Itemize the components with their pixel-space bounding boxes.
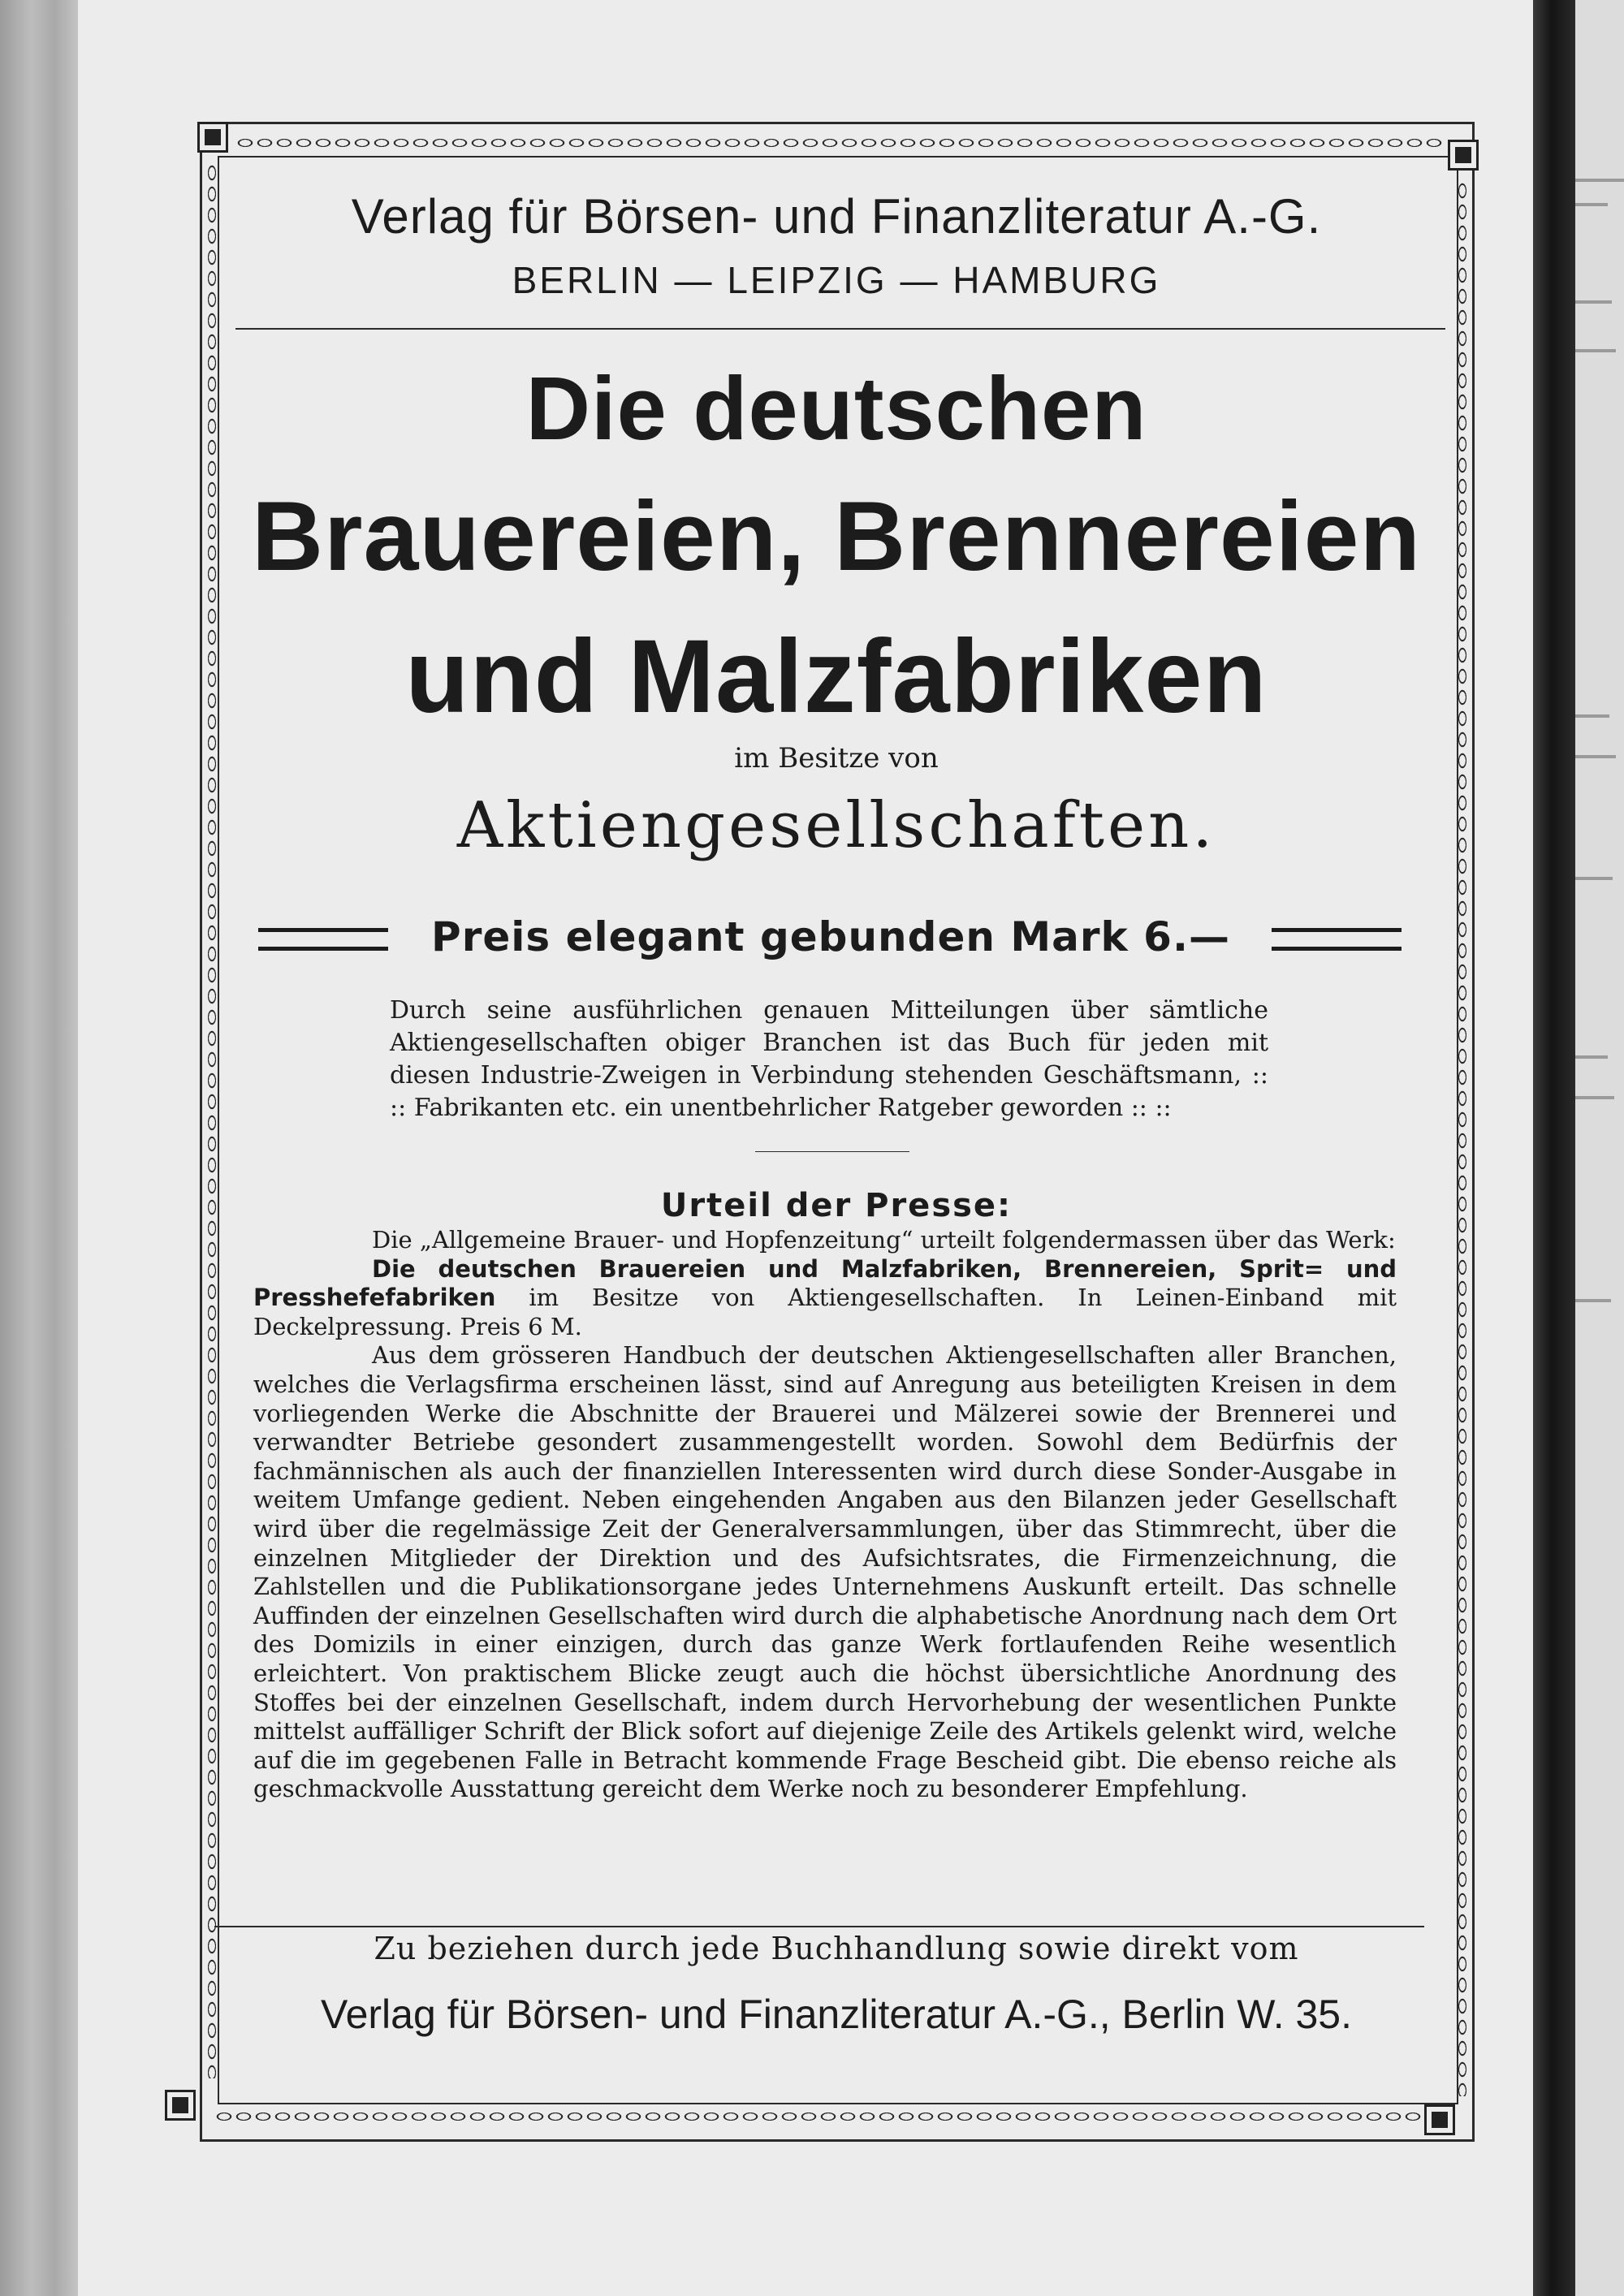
corner-ornament-top-right xyxy=(1448,140,1479,170)
corner-ornament-bottom-left xyxy=(165,2090,196,2121)
adjacent-page-edge xyxy=(1575,0,1624,2296)
chain-border-left xyxy=(203,162,221,2078)
corner-ornament-bottom-right xyxy=(1424,2104,1455,2135)
publisher-name: Verlag für Börsen- und Finanzliteratur A.-G. xyxy=(351,189,1322,244)
owner-type: Aktiengesellschaften. xyxy=(456,789,1216,862)
title-line-3: und Malzfabriken xyxy=(405,619,1268,735)
price-text: Preis elegant gebunden Mark 6.— xyxy=(431,913,1230,960)
chain-border-right xyxy=(1453,180,1471,2096)
scan-left-margin xyxy=(0,0,78,2296)
intro-divider xyxy=(755,1151,909,1152)
title-line-2: Brauereien, Brennereien xyxy=(251,481,1422,591)
press-review-heading: Urteil der Presse: xyxy=(660,1187,1013,1224)
chain-border-bottom xyxy=(214,2108,1424,2126)
title-line-1: Die deutschen xyxy=(525,359,1147,459)
order-text: Zu beziehen durch jede Buchhandlung sowie direkt vom xyxy=(374,1931,1299,1966)
price-banner xyxy=(258,913,1402,962)
review-book-title: Die deutschen Brauereien und Malzfabriken, Brennereien, Sprit= und Presshefefabriken xyxy=(253,1254,1397,1312)
press-review-body xyxy=(253,1226,1397,1804)
review-paragraph-2 xyxy=(253,1255,1397,1342)
chain-border-top xyxy=(235,134,1445,152)
book-gutter xyxy=(1533,0,1575,2296)
owned-by-label: im Besitze von xyxy=(734,742,939,775)
corner-ornament-top-left xyxy=(197,122,228,153)
review-book-details: im Besitze von Aktiengesellschaften. In Leinen-Einband mit Deckelpressung. Preis 6 M. xyxy=(253,1284,1397,1340)
order-publisher: Verlag für Börsen- und Finanzliteratur A.-G., Berlin W. 35. xyxy=(320,1992,1353,2037)
footer-rule xyxy=(214,1926,1424,1927)
review-paragraph-1: Die „Allgemeine Brauer- und Hopfenzeitung“ urteilt folgendermassen über das Werk: xyxy=(372,1226,1396,1254)
review-paragraph-3: Aus dem grösseren Handbuch der deutschen Aktiengesellschaften aller Branchen, welches die Verlagsfirma erscheinen lässt, sind auf Anregung aus beteiligten Kreisen in dem vorliegenden Werke die Abschnitte der Brauerei und Mälzerei sowie der Brennerei und verwandter Betriebe gesondert zusammengestellt worden. Sowohl dem Bedürfnis der fachmännischen als auch der finanziellen Interessenten wird durch diese Sonder-Ausgabe in weitem Umfange gedient. Neben eingehenden Angaben aus den Bilanzen jeder Gesellschaft wird über die regelmässige Zeit der Generalversammlungen, über das Stimmrecht, über die einzelnen Mitglieder der Direktion und des Aufsichtsrates, die Firmenzeichnung, die Zahlstellen und die Publikationsorgane jedes Unternehmens Auskunft erteilt. Das schnelle Auffinden der einzelnen Gesellschaften wird durch die alphabetische Anordnung nach dem Ort des Domizils in einer einzigen, durch das ganze Werk fortlaufenden Reihe wesentlich erleichtert. Von praktischem Blicke zeugt auch die höchst übersichtliche Anordnung des Stoffes bei der einzelnen Gesellschaft, indem durch Hervorhebung der wesentlichen Punkte mittelst auffälliger Schrift der Blick sofort auf diejenige Zeile des Artikels gelenkt wird, welche auf die im gegebenen Falle in Betracht kommende Frage Bescheid gibt. Die ebenso reiche als geschmackvolle Ausstattung gereicht dem Werke noch zu besonderer Empfehlung. xyxy=(253,1341,1397,1803)
intro-paragraph: Durch seine ausführlichen genauen Mitteilungen über sämtliche Aktiengesellschaften obiger Branchen ist das Buch für jeden mit diesen Industrie-Zweigen in Verbindung stehenden Geschäftsmann, :: :: Fabrikanten etc. ein unentbehrlicher Ratgeber geworden :: :: xyxy=(390,996,1268,1122)
header-rule xyxy=(235,328,1445,330)
price-bar-left xyxy=(258,928,388,951)
publisher-cities: BERLIN — LEIPZIG — HAMBURG xyxy=(512,259,1161,301)
price-bar-right xyxy=(1272,928,1402,951)
